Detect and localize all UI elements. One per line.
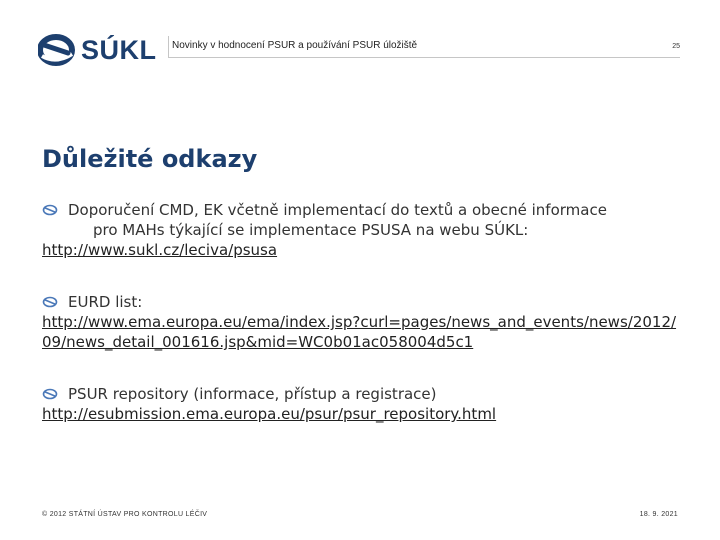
slide-title: Důležité odkazy (42, 145, 258, 173)
sukl-logo (38, 34, 157, 66)
header-title: Novinky v hodnocení PSUR a používání PSUR úložiště (172, 40, 418, 51)
header-divider (168, 36, 169, 58)
bullet-text-line2: pro MAHs týkající se implementace PSUSA na webu SÚKL: (93, 221, 529, 239)
link-psur-repository[interactable]: http://esubmission.ema.europa.eu/psur/psur_repository.html (42, 405, 497, 423)
bullet-text-line1: PSUR repository (informace, přístup a registrace) (68, 385, 437, 403)
bullet-icon (42, 204, 58, 216)
bullet-icon (42, 388, 58, 400)
bullet-text (42, 292, 682, 312)
footer-date: 18. 9. 2021 (639, 511, 678, 518)
sukl-logo-icon (38, 34, 78, 66)
link-sukl-psusa[interactable]: http://www.sukl.cz/leciva/psusa (42, 241, 278, 259)
bullet-text-line1: EURD list: (68, 293, 143, 311)
bullet-eurd-list (42, 292, 682, 352)
bullet-list (42, 200, 682, 456)
bullet-text (42, 384, 682, 404)
logo-wordmark: SÚKL (81, 35, 157, 65)
bullet-text (42, 200, 682, 240)
link-ema-eurd[interactable]: http://www.ema.europa.eu/ema/index.jsp?curl=pages/news_and_events/news/2012/09/news_detail_001616.jsp&mid=WC0b01ac058004d5c1 (42, 313, 677, 351)
page-number: 25 (672, 43, 680, 50)
bullet-icon (42, 296, 58, 308)
bullet-text-line1: Doporučení CMD, EK včetně implementací do textů a obecné informace (68, 201, 607, 219)
header-rule (168, 57, 680, 58)
bullet-cmd-recommendations (42, 200, 682, 260)
footer-copyright: © 2012 STÁTNÍ ÚSTAV PRO KONTROLU LÉČIV (42, 511, 208, 518)
bullet-psur-repository (42, 384, 682, 424)
